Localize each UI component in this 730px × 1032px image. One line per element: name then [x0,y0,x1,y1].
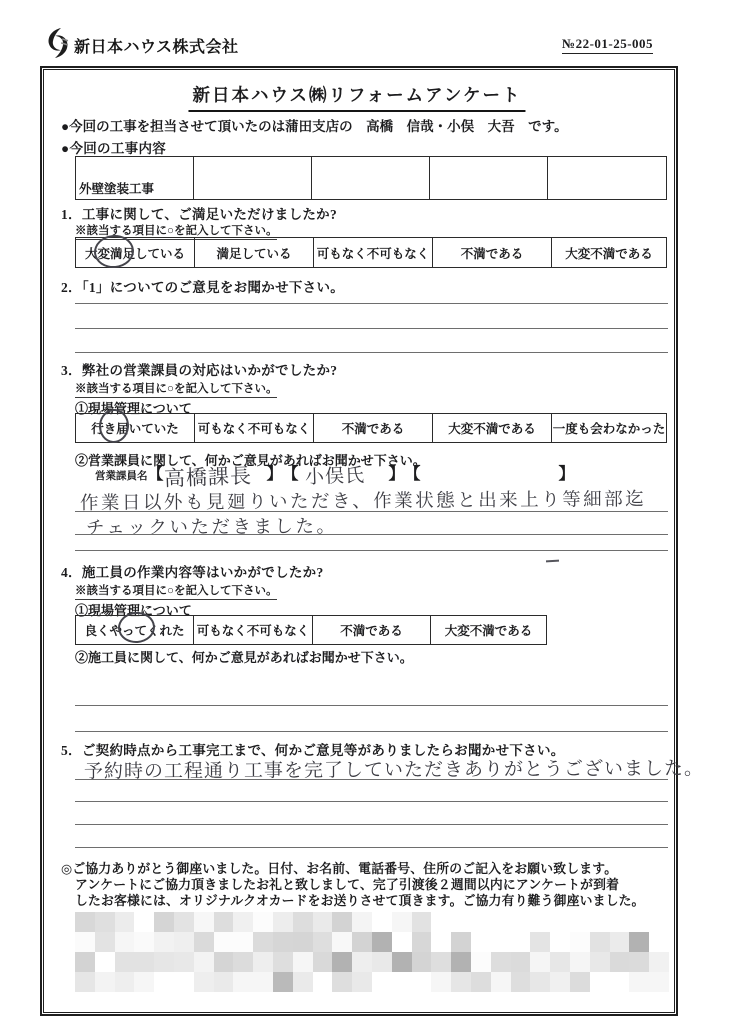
q5-answer-handwritten: 予約時の工程通り工事を完了していただきありがとうございました。 [83,757,705,783]
company-logo-icon [44,27,72,59]
mosaic-cell [412,912,432,932]
answer-rule-line [75,328,668,329]
mosaic-cell [293,932,313,952]
staff-name-handwritten [420,459,559,487]
mosaic-cell [451,952,471,972]
mosaic-cell [75,932,95,952]
mosaic-cell [214,952,234,972]
q1-option: 大変不満である [565,246,653,261]
form-title: 新日本ハウス㈱リフォームアンケート [188,82,525,112]
mosaic-cell [214,972,234,992]
q4-option: 可もなく不可もなく [194,616,313,644]
mosaic-cell [214,912,234,932]
mosaic-cell [313,932,333,952]
mosaic-cell [332,912,352,932]
mosaic-cell [293,952,313,972]
q5-heading: 5．ご契約時点から工事完工まで、何かご意見等がありましたらお聞かせ下さい。 [61,743,565,758]
mosaic-cell [352,952,372,972]
mosaic-cell [233,952,253,972]
mosaic-cell [392,912,412,932]
answer-rule-line [75,779,668,780]
mosaic-cell [471,972,491,992]
answer-rule-line [75,847,668,848]
mosaic-cell [451,972,471,992]
mosaic-cell [75,912,95,932]
bracket-open: 【 [147,466,164,483]
intro-line: ●今回の工事を担当させて頂いたのは蒲田支店の 高橋 信哉・小俣 大吾 です。 [61,119,568,134]
document-number: №22-01-25-005 [562,36,653,54]
mosaic-cell [530,972,550,992]
q1-options-table [75,237,667,268]
bracket-close: 】 [388,466,405,483]
work-content-cell: 外壁塗装工事 [76,157,194,199]
mosaic-cell [530,952,550,972]
mosaic-cell [570,972,590,992]
mosaic-cell [273,912,293,932]
mosaic-cell [313,912,333,932]
q2-heading: 2．「1」についてのご意見をお聞かせ下さい。 [61,280,345,295]
q3-option: 可もなく不可もなく [195,414,314,442]
staff-name-slot [405,461,575,484]
answer-rule-line [75,705,668,706]
answer-rule-line [75,801,668,802]
q3-comment-handwritten-line1: 作業日以外も見廻りいただき、作業状態と出来上り等細部迄 [79,489,647,514]
mosaic-cell [649,952,669,972]
mosaic-cell [115,912,135,932]
mosaic-cell [233,972,253,992]
mosaic-cell [174,952,194,972]
work-content-cell [194,157,312,199]
q1-option: 大変満足している [76,238,195,267]
mosaic-cell [154,932,174,952]
mosaic-cell [194,912,214,932]
mosaic-cell [352,932,372,952]
q3-option: 大変不満である [433,414,552,442]
mosaic-cell [570,932,590,952]
mosaic-cell [115,932,135,952]
mosaic-cell [610,932,630,952]
mosaic-cell [629,972,649,992]
mosaic-cell [273,972,293,992]
mosaic-cell [451,932,471,952]
q4-option: 大変不満である [444,624,533,638]
mosaic-cell [412,952,432,972]
mosaic-cell [134,972,154,992]
work-content-cell [312,157,430,199]
mosaic-cell [550,972,570,992]
work-content-cell [430,157,548,199]
mosaic-cell [233,932,253,952]
q4-sub2-label: ②施工員に関して、何かご意見があればお聞かせ下さい。 [75,650,413,665]
footer-notice-line3: したお客様には、オリジナルクオカードをお送りさせて頂きます。ご協力有り難う御座いました。 [75,894,645,908]
mosaic-cell [431,952,451,972]
work-content-table [75,156,667,200]
staff-name-slot [148,461,283,491]
staff-names-label: 営業課員名 [95,471,148,482]
mosaic-cell [273,932,293,952]
mosaic-cell [253,932,273,952]
mosaic-cell [332,972,352,992]
mosaic-cell [154,912,174,932]
q1-note: ※該当する項目に○を記入して下さい。 [75,222,277,240]
q3-option: 一度も会わなかった [552,422,666,436]
work-content-cell [548,157,666,199]
redacted-personal-info-mosaic [75,912,669,992]
mosaic-cell [253,952,273,972]
q3-note: ※該当する項目に○を記入して下さい。 [75,380,277,398]
mosaic-cell [511,952,531,972]
mosaic-cell [293,972,313,992]
mosaic-cell [115,972,135,992]
mosaic-cell [75,952,95,972]
mosaic-cell [174,912,194,932]
mosaic-cell [352,972,372,992]
mosaic-cell [194,952,214,972]
footer-notice-line1: ◎ご協力ありがとう御座いました。日付、お名前、電話番号、住所のご記入をお願い致します。 [61,862,618,876]
mosaic-cell [253,912,273,932]
answer-rule-line [75,511,668,512]
bracket-open: 【 [404,466,421,483]
mosaic-cell [194,932,214,952]
mosaic-cell [214,932,234,952]
mosaic-cell [194,972,214,992]
company-name: 新日本ハウス株式会社 [74,39,239,56]
mosaic-cell [233,912,253,932]
mosaic-cell [154,952,174,972]
mosaic-cell [332,952,352,972]
bracket-close: 】 [558,466,575,483]
mosaic-cell [649,972,669,992]
mosaic-cell [95,972,115,992]
staff-name-handwritten: 小俣氏 [304,464,365,489]
mosaic-cell [95,932,115,952]
q3-sub2-label: ②営業課員に関して、何かご意見があればお聞かせ下さい。 [75,453,426,468]
mosaic-cell [491,952,511,972]
mosaic-cell [253,972,273,992]
mosaic-cell [95,912,115,932]
mosaic-cell [372,932,392,952]
footer-notice-line2: アンケートにご協力頂きましたお礼と致しまして、完了引渡後２週間以内にアンケートが到着 [75,878,620,892]
answer-rule-line [75,534,668,535]
q3-comment-handwritten-line2: チェックいただきました。 [85,516,338,539]
q4-option: 不満である [313,616,431,644]
answer-rule-line [75,824,668,825]
bracket-open: 【 [282,466,299,483]
mosaic-cell [491,972,511,992]
mosaic-cell [372,952,392,972]
work-content-label: ●今回の工事内容 [61,141,167,156]
staff-name-handwritten: 高橋課長 [163,463,252,491]
q4-sub1-label: ①現場管理について [75,603,192,618]
mosaic-cell [412,932,432,952]
bracket-close: 】 [266,466,283,483]
answer-rule-line [75,731,668,732]
answer-rule-line [75,352,668,353]
answer-rule-line [75,550,668,551]
q3-option: 不満である [314,414,433,442]
q1-option: 満足している [195,238,314,267]
q3-sub1-label: ①現場管理について [75,401,192,416]
q3-option: 行き届いていた [76,414,195,442]
mosaic-cell [530,932,550,952]
mosaic-cell [550,952,570,972]
mosaic-cell [629,952,649,972]
q4-note: ※該当する項目に○を記入して下さい。 [75,582,277,600]
mosaic-cell [392,952,412,972]
q3-options-table [75,413,667,443]
mosaic-cell [273,952,293,972]
mosaic-cell [134,952,154,972]
mosaic-cell [332,932,352,952]
mosaic-cell [293,912,313,932]
q1-option: 可もなく不可もなく [314,238,433,267]
q4-heading: 4．施工員の作業内容等はいかがでしたか? [61,565,324,580]
mosaic-cell [590,952,610,972]
q1-heading: 1．工事に関して、ご満足いただけましたか? [61,207,338,222]
mosaic-cell [313,952,333,972]
mosaic-cell [610,952,630,972]
mosaic-cell [590,932,610,952]
mosaic-cell [115,952,135,972]
mosaic-cell [75,972,95,992]
staff-name-slot [283,461,405,488]
mosaic-cell [431,972,451,992]
mosaic-cell [134,932,154,952]
mosaic-cell [570,952,590,972]
mosaic-cell [629,932,649,952]
mosaic-cell [471,952,491,972]
mosaic-cell [174,932,194,952]
q1-option: 不満である [433,238,552,267]
mosaic-cell [352,912,372,932]
answer-rule-line [75,303,668,304]
q3-heading: 3．弊社の営業課員の対応はいかがでしたか? [61,363,338,378]
mosaic-cell [511,972,531,992]
q4-option: 良くやってくれた [76,616,194,644]
